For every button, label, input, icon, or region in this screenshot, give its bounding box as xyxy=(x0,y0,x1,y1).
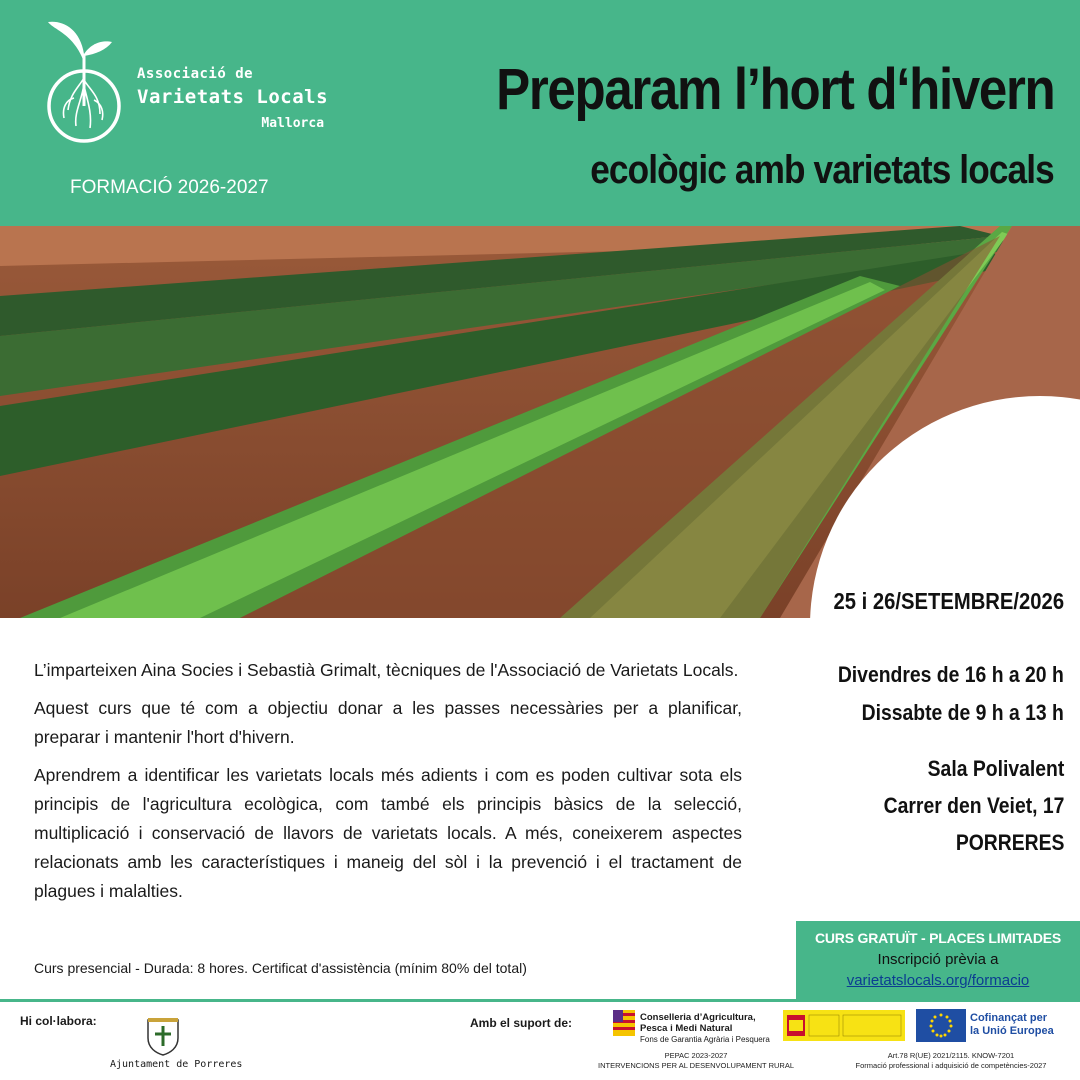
course-description xyxy=(34,656,742,915)
course-note: Curs presencial - Durada: 8 hores. Certificat d'assistència (mínim 80% del total) xyxy=(34,960,527,976)
schedule-saturday: Dissabte de 9 h a 13 h xyxy=(861,700,1064,725)
description-paragraph-3: Aprendrem a identificar les varietats locals més adients i com es poden cultivar sota els principis de l'agricultura ecològica, com també els principis bàsics de la selecció, multiplicació i conservació de llavors de varietats locals. A més, coneixerem aspectes relacionats amb les característiques i maneig del sòl i la prevenció i el tractament de plagues i malalties. xyxy=(34,765,742,901)
spain-coat-icon xyxy=(783,1010,905,1041)
org-line-1: Associació de xyxy=(137,66,254,82)
art-text xyxy=(826,1051,1076,1071)
seedling-root-icon xyxy=(44,14,128,144)
eu-line-1: Cofinançat per xyxy=(970,1012,1048,1024)
conselleria-line-3: Fons de Garantia Agrària i Pesquera xyxy=(640,1035,770,1044)
registration-link[interactable]: varietatslocals.org/formacio xyxy=(846,972,1030,989)
org-line-2: Varietats Locals xyxy=(137,86,329,108)
location-town: PORRERES xyxy=(955,830,1064,855)
conselleria-line-2: Pesca i Medi Natural xyxy=(640,1023,733,1034)
art-line-1: Art.78 R(UE) 2021/2115. KNOW-7201 xyxy=(887,1051,1015,1060)
pepac-line-1: PEPAC 2023-2027 xyxy=(664,1051,728,1060)
pepac-line-2: INTERVENCIONS PER AL DESENVOLUPAMENT RURAL xyxy=(597,1061,795,1070)
conselleria-line-1: Conselleria d’Agricultura, xyxy=(640,1012,756,1023)
promo-box xyxy=(796,921,1080,999)
eu-line-2: la Unió Europea xyxy=(970,1025,1054,1037)
balearic-flag-icon xyxy=(613,1010,635,1036)
location-venue: Sala Polivalent xyxy=(927,756,1064,781)
org-line-3: Mallorca xyxy=(261,116,325,131)
eu-cofinancing-text xyxy=(970,1012,1054,1038)
ajuntament-name: Ajuntament de Porreres xyxy=(110,1059,243,1070)
header-banner xyxy=(0,0,1080,226)
page-title: Preparam l’hort d‘hivern xyxy=(495,57,1054,122)
promo-headline: CURS GRATUÏT - PLACES LIMITADES xyxy=(814,930,1062,946)
formacio-label: FORMACIÓ 2026-2027 xyxy=(70,177,269,198)
garden-photo xyxy=(0,226,1080,618)
collab-label: Hi col·labora: xyxy=(20,1014,97,1028)
eu-flag-icon xyxy=(916,1009,966,1042)
page-subtitle: ecològic amb varietats locals xyxy=(590,148,1054,192)
description-paragraph-1: L’imparteixen Aina Socies i Sebastià Grimalt, tècniques de l'Associació de Varietats Locals. xyxy=(34,660,739,680)
description-paragraph-2: Aquest curs que té com a objectiu donar a les passes necessàries per a planificar, preparar i mantenir l'hort d'hivern. xyxy=(34,698,742,747)
pepac-text xyxy=(596,1051,796,1071)
conselleria-logo xyxy=(613,1010,773,1046)
suport-label: Amb el suport de: xyxy=(470,1016,573,1030)
location-street: Carrer den Veiet, 17 xyxy=(883,793,1064,818)
spanish-government-logo xyxy=(783,1010,905,1041)
org-name xyxy=(137,66,328,131)
event-date: 25 i 26/SETEMBRE/2026 xyxy=(833,588,1064,614)
art-line-2: Formació professional i adquisició de competències-2027 xyxy=(855,1061,1047,1070)
promo-subline: Inscripció prèvia a xyxy=(877,951,999,968)
schedule-friday: Divendres de 16 h a 20 h xyxy=(838,662,1064,687)
footer-divider xyxy=(0,999,1080,1002)
porreres-shield-icon xyxy=(144,1016,182,1056)
